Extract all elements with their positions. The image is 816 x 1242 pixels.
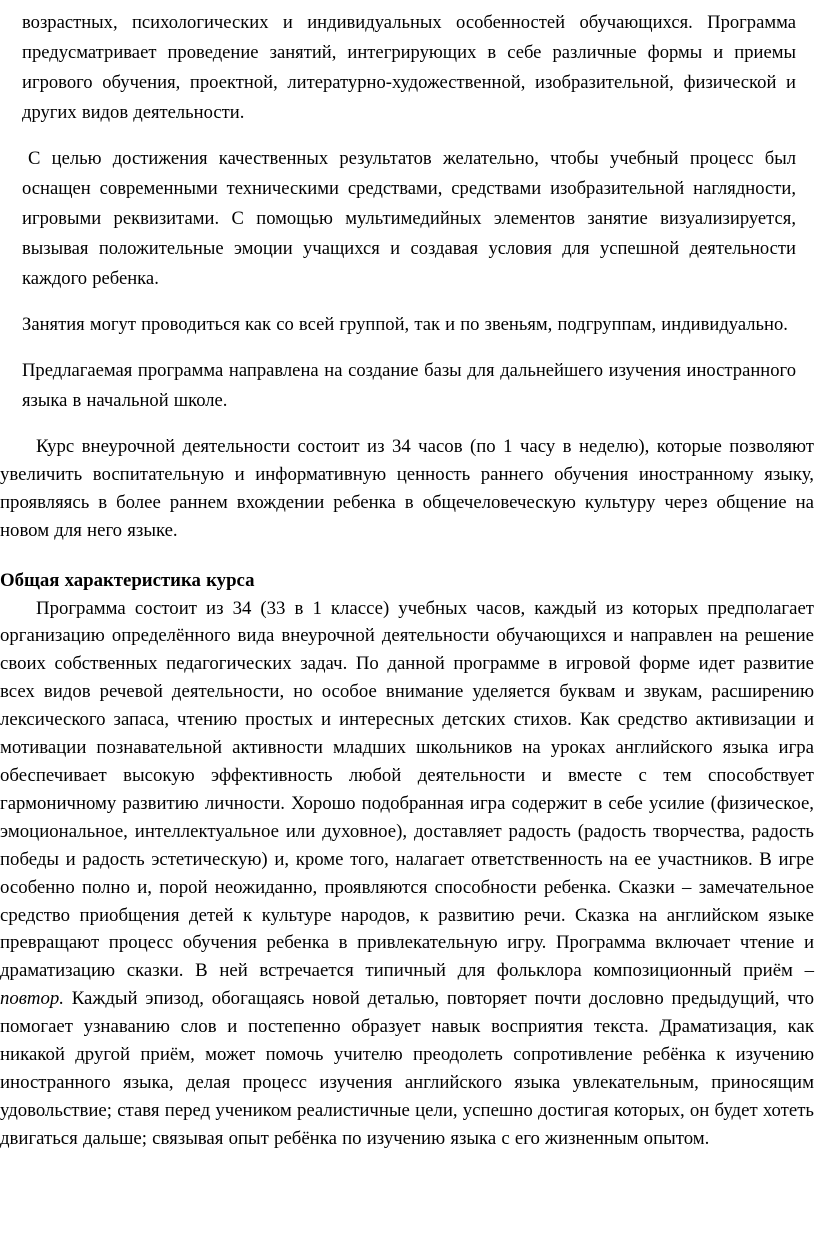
paragraph-program-forms: возрастных, психологических и индивидуальных особенностей обучающихся. Программа предусматривает проведение занятий, интегрирующих в себе различные формы и приемы игрового обучения, проектной, литературно-художественной, изобразительной, физической и других видов деятельности. [22,12,796,123]
paragraph-program-goal: Предлагаемая программа направлена на создание базы для дальнейшего изучения иностранного языка в начальной школе. [22,360,796,411]
paragraph-course-hours: Курс внеурочной деятельности состоит из 34 часов (по 1 часу в неделю), которые позволяют увеличить воспитательную и информативную ценность раннего обучения иностранному языку, проявляясь в более раннем вхождении ребенка в общечеловеческую культуру через общение на новом для него языке. [0,436,814,541]
intro-section [22,0,796,416]
paragraph-technical-means: С целью достижения качественных результатов желательно, чтобы учебный процесс был оснащен современными техническими средствами, средствами изобразительной наглядности, игровыми реквизитами. С помощью мультимедийных элементов занятие визуализируется, вызывая положительные эмоции учащихся и создавая условия для успешной деятельности каждого ребенка. [22,148,796,289]
repetition-term: повтор. [0,988,64,1010]
section-heading: Общая характеристика курса [0,569,255,591]
characteristics-text-end: Каждый эпизод, обогащаясь новой деталью, повторяет почти дословно предыдущий, что помогает узнаванию слов и постепенно образует навык восприятия текста. Драматизация, как никакой другой приём, может помочь учителю преодолеть сопротивление ребёнка к изучению иностранного языка, делая процесс изучения английского языка увлекательным, приносящим удовольствие; ставя перед учеником реалистичные цели, успешно достигая которых, он будет хотеть двигаться дальше; связывая опыт ребёнка по изучению языка с его жизненным опытом. [0,988,814,1149]
characteristics-text-start: Программа состоит из 34 (33 в 1 классе) учебных часов, каждый из которых предполагает организацию определённого вида внеурочной деятельности обучающихся и направлен на решение своих собственных педагогических задач. По данной программе в игровой форме идет развитие всех видов речевой деятельности, но особое внимание уделяется буквам и звукам, расширению лексического запаса, чтению простых и интересных детских стихов. Как средство активизации и мотивации познавательной активности младших школьников на уроках английского языка игра обеспечивает высокую эффективность любой деятельности и вместе с тем способствует гармоничному развитию личности. Хорошо подобранная игра содержит в себе усилие (физическое, эмоциональное, интеллектуальное или духовное), доставляет радость (радость творчества, радость победы и радость эстетическую) и, кроме того, налагает ответственность на ее участников. В игре особенно полно и, порой неожиданно, проявляются способности ребенка. Сказки – замечательное средство приобщения детей к культуре народов, к развитию речи. Сказка на английском языке превращают процесс обучения ребенка в привлекательную игру. Программа включает чтение и драматизацию сказки. В ней встречается типичный для фольклора композиционный приём – [0,597,814,982]
main-section [0,433,814,1153]
paragraph-group-work: Занятия могут проводиться как со всей группой, так и по звеньям, подгруппам, индивидуально. [22,314,788,335]
paragraph-course-characteristics [0,595,814,1153]
